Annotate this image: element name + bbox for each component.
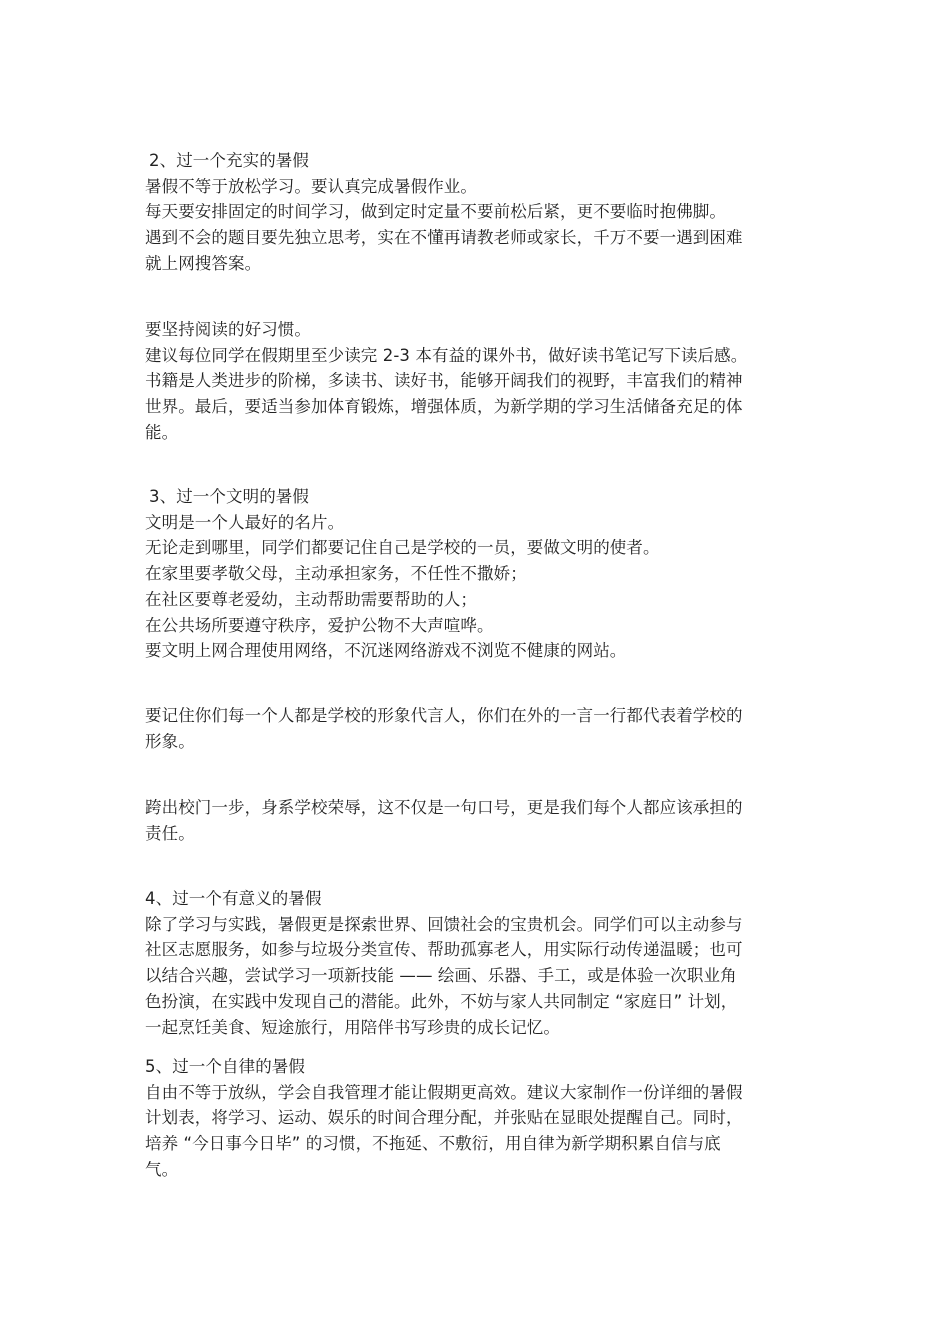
ambassador-paragraph xyxy=(145,703,815,754)
paragraph-line: 气。 xyxy=(145,1159,179,1179)
paragraph-line: 以结合兴趣，尝试学习一项新技能 —— 绘画、乐器、手工，或是体验一次职业角 xyxy=(145,966,737,986)
paragraph-line: 就上网搜答案。 xyxy=(145,253,262,273)
paragraph-line: 形象。 xyxy=(145,731,195,751)
section-5 xyxy=(145,1054,815,1183)
paragraph-line: 无论走到哪里，同学们都要记住自己是学校的一员，要做文明的使者。 xyxy=(145,538,660,558)
paragraph-line: 一起烹饪美食、短途旅行，用陪伴书写珍贵的成长记忆。 xyxy=(145,1017,560,1037)
honor-paragraph xyxy=(145,795,815,846)
paragraph-line: 要坚持阅读的好习惯。 xyxy=(145,320,311,339)
section-4 xyxy=(145,886,815,1040)
paragraph-line: 除了学习与实践，暑假更是探索世界、回馈社会的宝贵机会。同学们可以主动参与 xyxy=(145,914,743,934)
paragraph-line: 社区志愿服务，如参与垃圾分类宣传、帮助孤寡老人，用实际行动传递温暖；也可 xyxy=(145,940,743,960)
paragraph-line: 每天要安排固定的时间学习，做到定时定量不要前松后紧，更不要临时抱佛脚。 xyxy=(145,202,726,222)
section-2 xyxy=(145,148,815,277)
paragraph-line: 培养 “今日事今日毕” 的习惯，不拖延、不敷衍，用自律为新学期积累自信与底 xyxy=(145,1134,721,1154)
section-heading: 3、过一个文明的暑假 xyxy=(149,487,309,506)
section-heading: 2、过一个充实的暑假 xyxy=(149,151,309,170)
section-heading: 4、过一个有意义的暑假 xyxy=(145,889,322,908)
paragraph-line: 要文明上网合理使用网络，不沉迷网络游戏不浏览不健康的网站。 xyxy=(145,641,627,661)
reading-paragraph xyxy=(145,317,815,446)
paragraph-line: 建议每位同学在假期里至少读完 2-3 本有益的课外书，做好读书笔记写下读后感。 xyxy=(145,345,748,365)
section-heading: 5、过一个自律的暑假 xyxy=(145,1057,305,1076)
paragraph-line: 在社区要尊老爱幼，主动帮助需要帮助的人； xyxy=(145,589,477,609)
paragraph-line: 要记住你们每一个人都是学校的形象代言人，你们在外的一言一行都代表着学校的 xyxy=(145,706,743,725)
paragraph-line: 遇到不会的题目要先独立思考，实在不懂再请教老师或家长，千万不要一遇到困难 xyxy=(145,228,743,248)
paragraph-line: 世界。最后，要适当参加体育锻炼，增强体质，为新学期的学习生活储备充足的体 xyxy=(145,397,743,417)
paragraph-line: 在家里要孝敬父母，主动承担家务，不任性不撒娇； xyxy=(145,564,527,584)
paragraph-line: 跨出校门一步，身系学校荣辱，这不仅是一句口号，更是我们每个人都应该承担的 xyxy=(145,798,743,817)
paragraph-line: 色扮演，在实践中发现自己的潜能。此外，不妨与家人共同制定 “家庭日” 计划， xyxy=(145,991,738,1011)
paragraph-line: 能。 xyxy=(145,422,179,442)
paragraph-line: 书籍是人类进步的阶梯，多读书、读好书，能够开阔我们的视野，丰富我们的精神 xyxy=(145,371,743,391)
paragraph-line: 计划表，将学习、运动、娱乐的时间合理分配，并张贴在显眼处提醒自己。同时， xyxy=(145,1108,743,1128)
paragraph-line: 责任。 xyxy=(145,823,195,843)
section-3 xyxy=(145,484,815,664)
paragraph-line: 文明是一个人最好的名片。 xyxy=(145,512,345,532)
paragraph-line: 自由不等于放纵，学会自我管理才能让假期更高效。建议大家制作一份详细的暑假 xyxy=(145,1082,743,1102)
paragraph-line: 暑假不等于放松学习。要认真完成暑假作业。 xyxy=(145,176,477,196)
paragraph-line: 在公共场所要遵守秩序，爱护公物不大声喧哗。 xyxy=(145,615,494,635)
